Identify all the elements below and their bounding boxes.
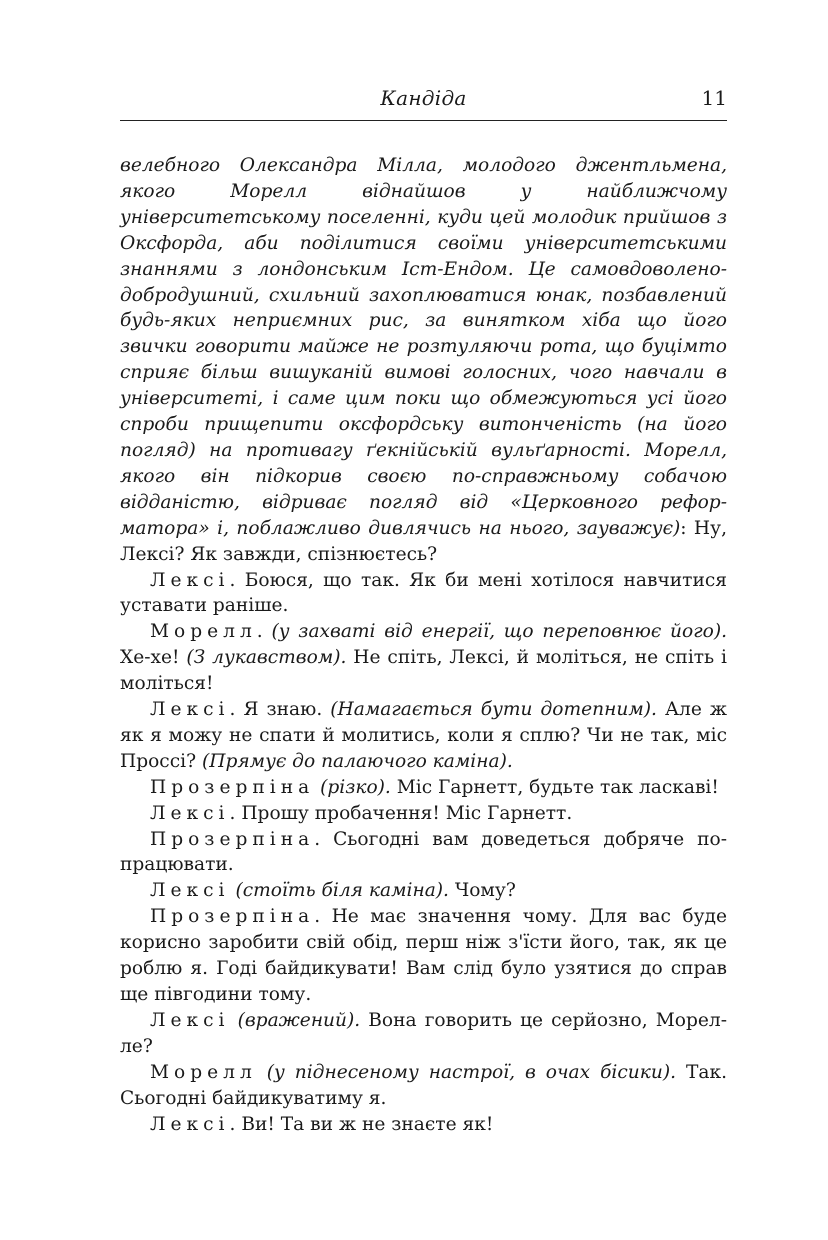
dialogue-paragraph [120,697,727,775]
dialogue-line: Але ж як я можу не спати й молитись, коли я сплю? Чи не так, міс Проссі? [120,699,727,772]
dialogue-paragraph [120,904,727,1008]
dialogue-line [230,1010,238,1031]
dialogue-line: . Сьогодні вам доведеться добряче попрацювати. [120,828,727,876]
stage-direction: (Намагається бути дотепним). [330,699,657,721]
page-header [120,86,727,121]
speaker-name: Лексі [150,569,230,591]
speaker-name: Лексі [150,1009,230,1031]
speaker-name: Лексі [150,880,230,902]
dialogue-paragraph [120,1008,727,1060]
dialogue-line: Міс Гарнетт, будьте так ласкаві! [390,776,719,798]
page-body [120,153,727,1137]
dialogue-line: Так. Сьогодні байдикуватиму я. [120,1061,727,1109]
dialogue-paragraph [120,568,727,620]
dialogue-line: . Не має значення чому. Для вас буде корисно заробити свій обід, перш ніж з'їсти його, так, як це роблю я. Годі байдикувати! Вам слід було узятися до справ ще півгодини тому. [120,906,727,1005]
dialogue-line: Чому? [448,880,516,902]
stage-direction: велебного Олександра Мілла, молодого джентльмена, якого Морелл віднайшов у найближчому університетському поселенні, куди цей молодик прийшов з Оксфорда, аби поділитися своїми університетськими знаннями з лондонським Іст-Ендом. Це самовдоволено-добродушний, схильний захоплюватися юнак, позбавлений будь-яких неприємних рис, за винятком хіба що його звички говорити майже не розтуляючи рота, що буцімто сприяє більш вишуканій вимові голосних, чого навчали в університеті, і саме цим поки що обмежуються усі його спроби прищепити оксфордську витонченість (на його погляд) на противагу ґекнійській вульґарності. Морелл, якого він підкорив своєю по-справжньому собачою відданістю, відриває погляд від «Церковного реформатора» і, поблажливо дивлячись на нього, зауважує) [120,155,727,539]
speaker-name: Лексі [150,699,230,721]
dialogue-line: . Я знаю. [229,699,331,721]
stage-direction-paragraph [120,153,727,568]
dialogue-paragraph [120,878,727,904]
dialogue-paragraph [120,775,727,801]
dialogue-line: Вона говорить це серйозно, Морелле? [120,1009,727,1057]
speaker-name: Прозерпіна [150,828,315,850]
speaker-name: Морелл [150,1061,257,1083]
dialogue-line: . [256,621,272,643]
dialogue-line: . Боюся, що так. Як би мені хотілося навчитися уставати раніше. [120,569,727,617]
dialogue-line: Хе-хе! [120,647,187,669]
stage-direction: (у захваті від енергії, що переповнює його). [271,621,727,643]
dialogue-paragraph [120,1112,727,1138]
dialogue-line: Не спіть, Лексі, й моліться, не спіть і моліться! [120,647,728,695]
dialogue-paragraph [120,827,727,879]
dialogue-line: . Прошу пробачення! Міс Гарнетт. [229,802,573,824]
running-title: Кандіда [380,86,467,110]
dialogue-line: . Ви! Та ви ж не знаєте як! [229,1113,494,1135]
speaker-name: Лексі [150,802,230,824]
stage-direction: (вражений). [237,1009,361,1031]
stage-direction: (Прямує до палаючого каміна). [201,750,513,772]
speaker-name: Морелл [150,621,257,643]
stage-direction: (у піднесеному настрої, в очах бісики). [266,1061,677,1083]
stage-direction: (стоїть біля каміна). [235,880,449,902]
dialogue-line [257,1062,267,1083]
page-number: 11 [701,86,727,110]
stage-direction: (З лукавством). [186,647,347,669]
speaker-name: Лексі [150,1113,230,1135]
dialogue-paragraph [120,619,727,697]
dialogue-paragraph [120,801,727,827]
dialogue-line: : Ну, Лексі? Як завжди, спізнюєтесь? [120,517,727,565]
dialogue-paragraph [120,1060,727,1112]
speaker-name: Прозерпіна [150,776,315,798]
speaker-name: Прозерпіна [150,906,315,928]
stage-direction: (різко). [320,776,391,798]
